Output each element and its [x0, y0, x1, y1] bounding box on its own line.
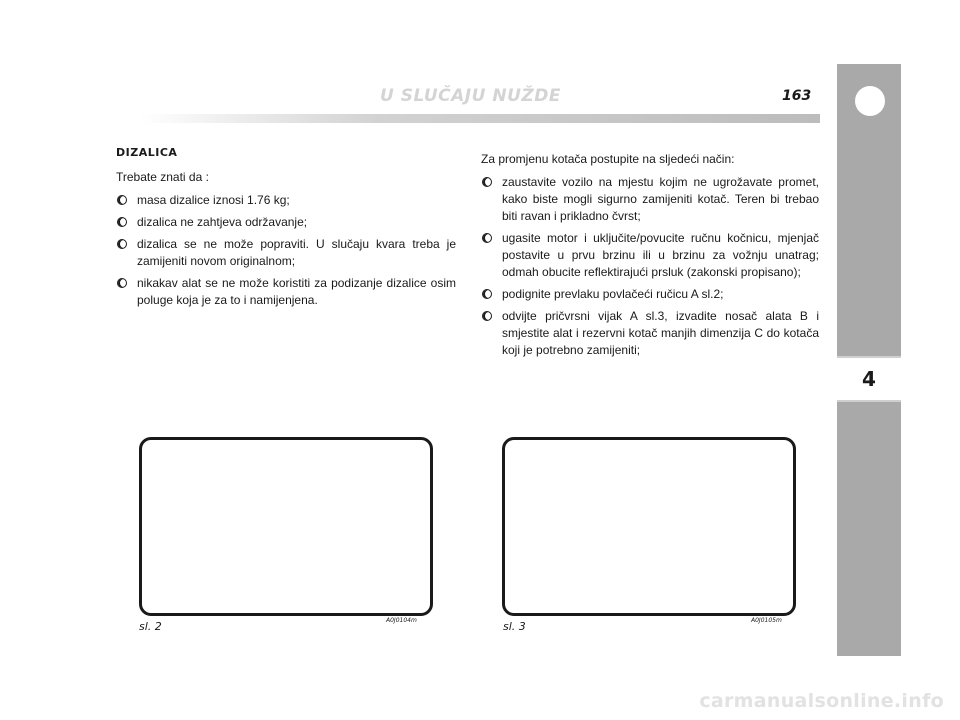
bullet-icon — [482, 177, 492, 187]
bullet-icon — [482, 311, 492, 321]
list-item — [116, 214, 456, 231]
right-bullet-list — [481, 174, 819, 359]
list-item — [481, 174, 819, 225]
figure-3-code: A0J0105m — [751, 617, 782, 624]
list-item — [116, 275, 456, 309]
bullet-icon — [117, 195, 127, 205]
section-title: U SLUČAJU NUŽDE — [380, 86, 561, 106]
left-intro: Trebate znati da : — [116, 170, 209, 184]
chapter-number: 4 — [837, 356, 901, 402]
figure-3-frame — [502, 437, 796, 616]
left-column — [116, 144, 456, 314]
list-item-text: masa dizalice iznosi 1.76 kg; — [137, 193, 290, 207]
bullet-icon — [117, 239, 127, 249]
list-item-text: nikakav alat se ne može koristiti za podizanje dizalice osim poluge koja je za to i namijenjena. — [137, 276, 456, 307]
page-number: 163 — [782, 88, 812, 104]
left-bullet-list — [116, 192, 456, 309]
figure-3-label: sl. 3 — [503, 620, 526, 633]
section-heading: DIZALICA — [116, 146, 178, 159]
bullet-icon — [482, 233, 492, 243]
right-column — [481, 151, 819, 364]
list-item — [116, 192, 456, 209]
figure-2-code: A0J0104m — [386, 617, 417, 624]
watermark: carmanualsonline.info — [699, 690, 944, 712]
list-item-text: dizalica ne zahtjeva održavanje; — [137, 215, 308, 229]
list-item — [116, 236, 456, 270]
header-rule — [140, 114, 820, 123]
list-item — [481, 308, 819, 359]
list-item-text: dizalica se ne može popraviti. U slučaju kvara treba je zamijeniti novom originalnom; — [137, 237, 456, 268]
list-item-text: ugasite motor i uključite/povucite ručnu kočnicu, mjenjač postavite u prvu brzinu ili u brzinu za vožnju unatrag; odmah obucite reflektirajući prsluk (zakonski propisano); — [502, 231, 819, 279]
list-item-text: podignite prevlaku povlačeći ručicu A sl.2; — [502, 287, 724, 301]
right-intro: Za promjenu kotača postupite na sljedeći način: — [481, 152, 735, 166]
list-item — [481, 230, 819, 281]
list-item-text: odvijte pričvrsni vijak A sl.3, izvadite nosač alata B i smjestite alat i rezervni kotač manjih dimenzija C do kotača koji je potrebno zamijeniti; — [502, 309, 819, 357]
figure-2-frame — [139, 437, 433, 616]
bullet-icon — [117, 278, 127, 288]
bullet-icon — [482, 289, 492, 299]
figure-2-label: sl. 2 — [139, 620, 162, 633]
list-item — [481, 286, 819, 303]
list-item-text: zaustavite vozilo na mjestu kojim ne ugrožavate promet, kako biste mogli sigurno zamijeniti kotač. Teren bi trebao biti ravan i prikladno čvrst; — [502, 175, 819, 223]
side-tab-circle-icon — [855, 86, 885, 116]
bullet-icon — [117, 217, 127, 227]
